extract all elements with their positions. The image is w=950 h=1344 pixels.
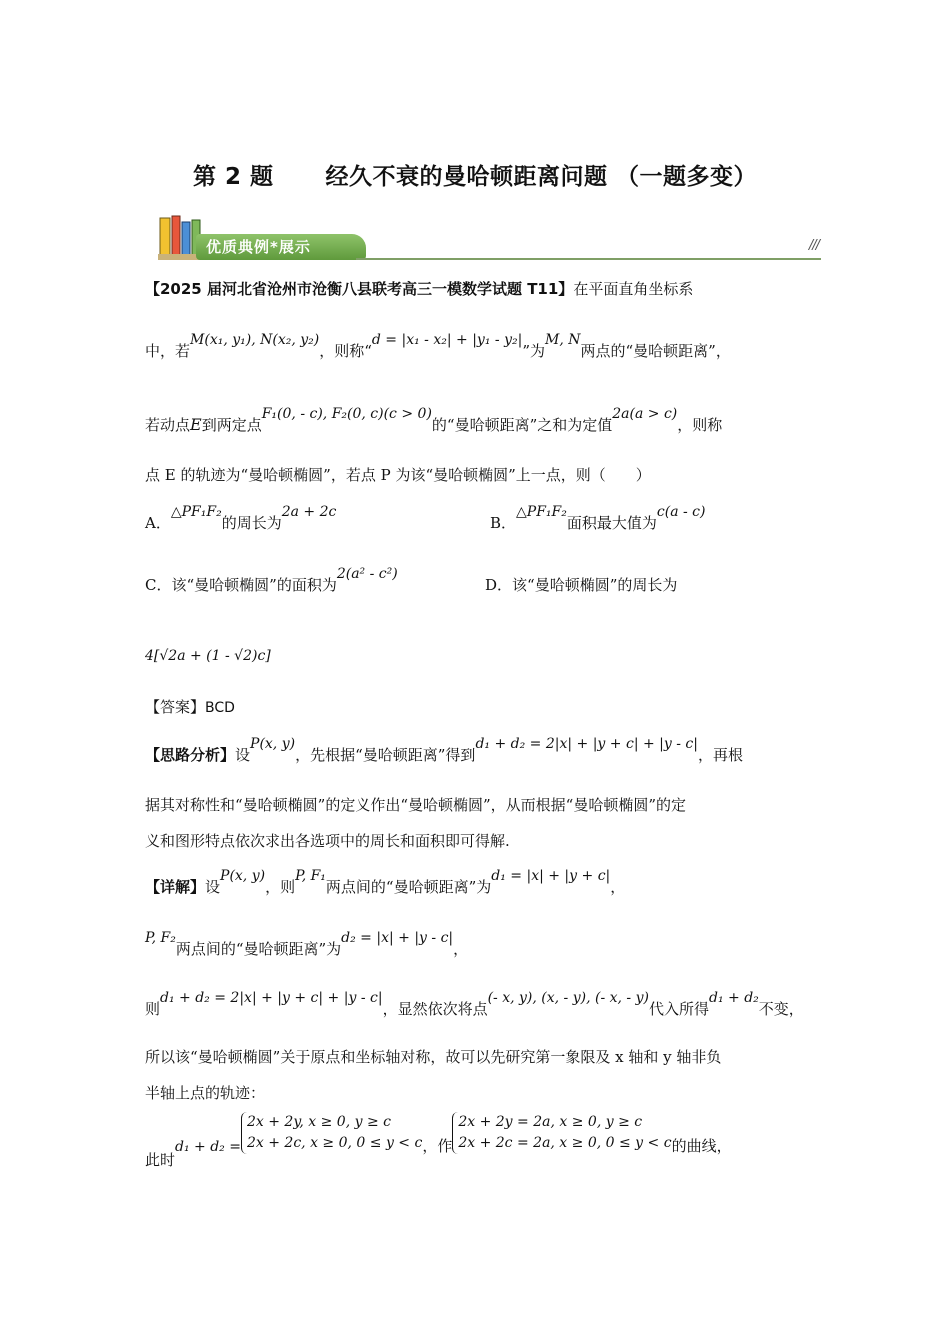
detail-line-3: [145, 990, 804, 1019]
math-expression: 2a(a > c): [612, 406, 678, 422]
math-expression: d₁ + d₂ = 2|x| + |y + c| + |y - c|: [475, 736, 698, 752]
detail-text: 两点间的“曼哈顿距离”为: [175, 940, 342, 958]
title-text: 经久不衰的曼哈顿距离问题 （一题多变）: [325, 164, 758, 190]
option-b: [490, 504, 706, 533]
problem-line-4: 点 E 的轨迹为“曼哈顿椭圆”，若点 P 为该“曼哈顿椭圆”上一点，则（ ）: [145, 466, 651, 484]
math-expression: P(x, y): [250, 736, 296, 752]
problem-text: ，则称“: [319, 342, 372, 360]
banner-slashes: ///: [808, 238, 819, 253]
option-label: B．: [490, 514, 517, 532]
problem-text: 两点的“曼哈顿距离”，: [580, 342, 731, 360]
math-expression: d₁ + d₂: [709, 990, 759, 1006]
math-expression: M, N: [544, 332, 581, 348]
detail-text: 两点间的“曼哈顿距离”为: [325, 878, 492, 896]
option-c: [145, 566, 398, 595]
math-expression: 2a + 2c: [281, 504, 337, 520]
analysis-label: 【思路分析】: [145, 746, 236, 764]
analysis-line-2: 据其对称性和“曼哈顿椭圆”的定义作出“曼哈顿椭圆”，从而根据“曼哈顿椭圆”的定: [145, 796, 687, 814]
math-case: 2x + 2y = 2a, x ≥ 0, y ≥ c: [458, 1114, 643, 1130]
detail-text: ，: [610, 878, 626, 896]
option-label: A．: [145, 514, 171, 532]
option-a: [145, 504, 337, 533]
detail-text: 代入所得: [649, 1000, 710, 1018]
detail-text: 则: [145, 1000, 161, 1018]
problem-text: 若动点: [145, 416, 191, 434]
detail-line-5: 半轴上点的轨迹：: [145, 1084, 266, 1102]
math-expression: F₁(0, - c), F₂(0, c)(c > 0): [261, 406, 432, 422]
analysis-line-1: [145, 736, 743, 765]
analysis-text: ，先根据“曼哈顿距离”得到: [295, 746, 476, 764]
answer-value: BCD: [205, 700, 235, 716]
detail-line-6: [145, 1112, 732, 1169]
detail-text: 不变，: [758, 1000, 804, 1018]
page-title: [0, 158, 950, 191]
problem-text: ”为: [522, 342, 545, 360]
section-banner: [156, 214, 821, 262]
math-expression: d₁ = |x| + |y + c|: [491, 868, 611, 884]
math-expression: P, F₂: [145, 930, 176, 946]
math-case: 2x + 2y, x ≥ 0, y ≥ c: [246, 1114, 391, 1130]
option-text: 面积最大值为: [566, 514, 657, 532]
problem-source: 【2025 届河北省沧州市沧衡八县联考高三一模数学试题 T11】: [145, 280, 574, 298]
detail-text: 此时: [145, 1151, 176, 1169]
math-case: 2x + 2c, x ≥ 0, 0 ≤ y < c: [246, 1135, 423, 1151]
answer-label: 【答案】: [145, 698, 206, 716]
math-expression: 4[√2a + (1 - √2)c]: [145, 648, 271, 664]
math-expression: d₂ = |x| + |y - c|: [341, 930, 454, 946]
math-expression: P(x, y): [220, 868, 266, 884]
piecewise-d1d2: [241, 1112, 422, 1154]
option-d-value: [145, 646, 271, 664]
detail-text: ，则: [265, 878, 296, 896]
math-expression: c(a - c): [656, 504, 706, 520]
analysis-line-3: 义和图形特点依次求出各选项中的周长和面积即可得解.: [145, 832, 510, 850]
option-d: D．该“曼哈顿椭圆”的周长为: [485, 576, 678, 594]
math-expression: M(x₁, y₁), N(x₂, y₂): [190, 332, 320, 348]
detail-line-1: [145, 868, 626, 897]
detail-text: ，显然依次将点: [382, 1000, 488, 1018]
math-expression: d₁ + d₂ =: [175, 1139, 241, 1155]
detail-text: ，作: [422, 1137, 453, 1155]
problem-text: 中，若: [145, 342, 191, 360]
banner-divider: [356, 258, 821, 260]
detail-text: 的曲线，: [671, 1137, 732, 1155]
option-text: 的周长为: [221, 514, 282, 532]
detail-text: 设: [205, 878, 221, 896]
math-expression: △PF₁F₂: [516, 504, 567, 520]
math-expression: P, F₁: [295, 868, 326, 884]
problem-text: ，则称: [677, 416, 723, 434]
math-expression: E: [190, 415, 202, 434]
problem-line-3: [145, 406, 723, 435]
problem-text: 的“曼哈顿距离”之和为定值: [431, 416, 613, 434]
math-expression: △PF₁F₂: [170, 504, 222, 520]
detail-text: ，: [453, 940, 469, 958]
detail-line-4: 所以该“曼哈顿椭圆”关于原点和坐标轴对称，故可以先研究第一象限及 x 轴和 y 轴非负: [145, 1048, 722, 1066]
problem-text: 在平面直角坐标系: [573, 280, 694, 298]
math-expression: d = |x₁ - x₂| + |y₁ - y₂|: [371, 332, 523, 348]
piecewise-curve: [452, 1112, 671, 1154]
math-expression: (- x, y), (x, - y), (- x, - y): [487, 990, 649, 1006]
option-text: C．该“曼哈顿椭圆”的面积为: [145, 576, 337, 594]
answer-line: [145, 696, 235, 717]
math-expression: 2(a² - c²): [336, 566, 398, 582]
detail-line-2: [145, 930, 469, 959]
math-case: 2x + 2c = 2a, x ≥ 0, 0 ≤ y < c: [458, 1135, 672, 1151]
title-number: 第 2 题: [192, 164, 274, 190]
math-expression: d₁ + d₂ = 2|x| + |y + c| + |y - c|: [160, 990, 383, 1006]
problem-text: 到两定点: [201, 416, 262, 434]
detail-label: 【详解】: [145, 878, 206, 896]
problem-line-1: [145, 278, 693, 299]
analysis-text: ，再根: [697, 746, 743, 764]
problem-line-2: [145, 332, 731, 361]
analysis-text: 设: [235, 746, 251, 764]
banner-label: 优质典例*展示: [196, 234, 366, 260]
